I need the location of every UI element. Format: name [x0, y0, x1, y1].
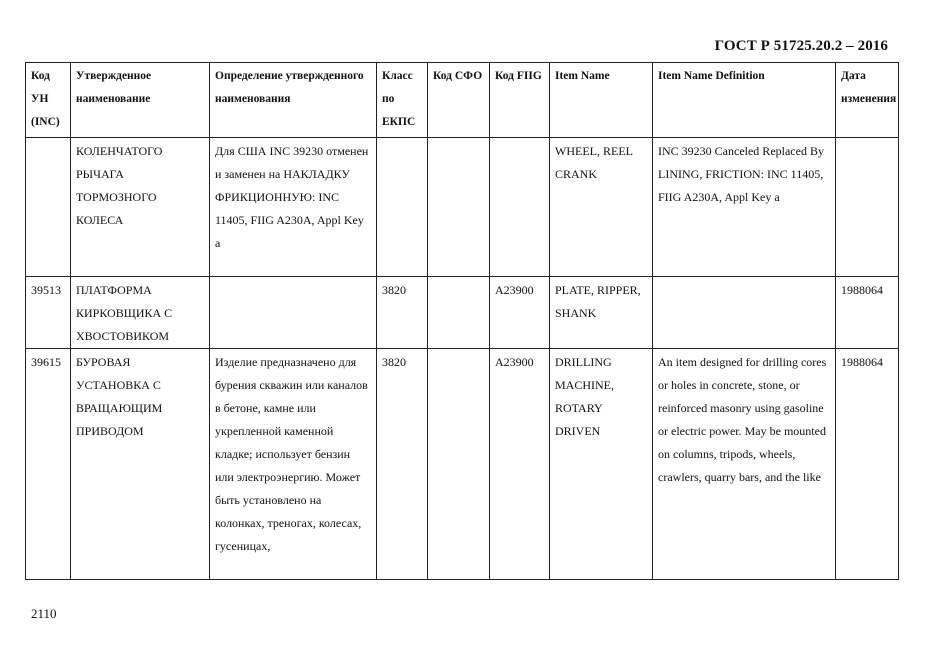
cell-class: 3820 [377, 349, 428, 580]
cell-definition [210, 277, 377, 349]
cell-definition: Изделие предназначено для бурения скважин или каналов в бетоне, камне или укрепленной каменной кладке; использует бензин или электроэнергию. Может быть установлено на колонках, треногах, колесах, гусеницах, [210, 349, 377, 580]
cell-item-name: PLATE, RIPPER, SHANK [550, 277, 653, 349]
col-header-item-definition: Item Name Definition [653, 63, 836, 138]
document-title: ГОСТ Р 51725.20.2 – 2016 [714, 38, 888, 54]
cell-item-name: WHEEL, REEL CRANK [550, 138, 653, 277]
cell-item-definition: INC 39230 Canceled Replaced By LINING, FRICTION: INC 11405, FIIG A230A, Appl Key a [653, 138, 836, 277]
cell-fiig: A23900 [490, 349, 550, 580]
cell-inc [26, 138, 71, 277]
table-row [26, 349, 899, 580]
col-header-class: Класс по ЕКПС [377, 63, 428, 138]
cell-inc: 39513 [26, 277, 71, 349]
cell-item-definition: An item designed for drilling cores or holes in concrete, stone, or reinforced masonry using gasoline or electric power. May be mounted on columns, tripods, wheels, crawlers, quarry bars, and the like [653, 349, 836, 580]
col-header-name: Утвержденное наименование [71, 63, 210, 138]
cell-date: 1988064 [836, 349, 899, 580]
table-row [26, 138, 899, 277]
cell-sfo [428, 277, 490, 349]
col-header-definition: Определение утвержденного наименования [210, 63, 377, 138]
col-header-fiig: Код FIIG [490, 63, 550, 138]
cell-sfo [428, 349, 490, 580]
page-number: 2110 [31, 606, 57, 621]
col-header-item-name: Item Name [550, 63, 653, 138]
cell-definition: Для США INC 39230 отменен и заменен на НАКЛАДКУ ФРИКЦИОННУЮ: INC 11405, FIIG A230A, Appl Key a [210, 138, 377, 277]
table-header-row [26, 63, 899, 138]
cell-fiig: A23900 [490, 277, 550, 349]
cell-inc: 39615 [26, 349, 71, 580]
col-header-inc: Код УН (INC) [26, 63, 71, 138]
col-header-sfo: Код СФО [428, 63, 490, 138]
cell-name: БУРОВАЯ УСТАНОВКА С ВРАЩАЮЩИМ ПРИВОДОМ [71, 349, 210, 580]
cell-date [836, 138, 899, 277]
col-header-date: Дата изменения [836, 63, 899, 138]
data-table [25, 62, 899, 580]
cell-name: КОЛЕНЧАТОГО РЫЧАГА ТОРМОЗНОГО КОЛЕСА [71, 138, 210, 277]
cell-sfo [428, 138, 490, 277]
table-row [26, 277, 899, 349]
cell-item-name: DRILLING MACHINE, ROTARY DRIVEN [550, 349, 653, 580]
cell-class: 3820 [377, 277, 428, 349]
cell-fiig [490, 138, 550, 277]
cell-date: 1988064 [836, 277, 899, 349]
cell-class [377, 138, 428, 277]
cell-item-definition [653, 277, 836, 349]
cell-name: ПЛАТФОРМА КИРКОВЩИКА С ХВОСТОВИКОМ [71, 277, 210, 349]
